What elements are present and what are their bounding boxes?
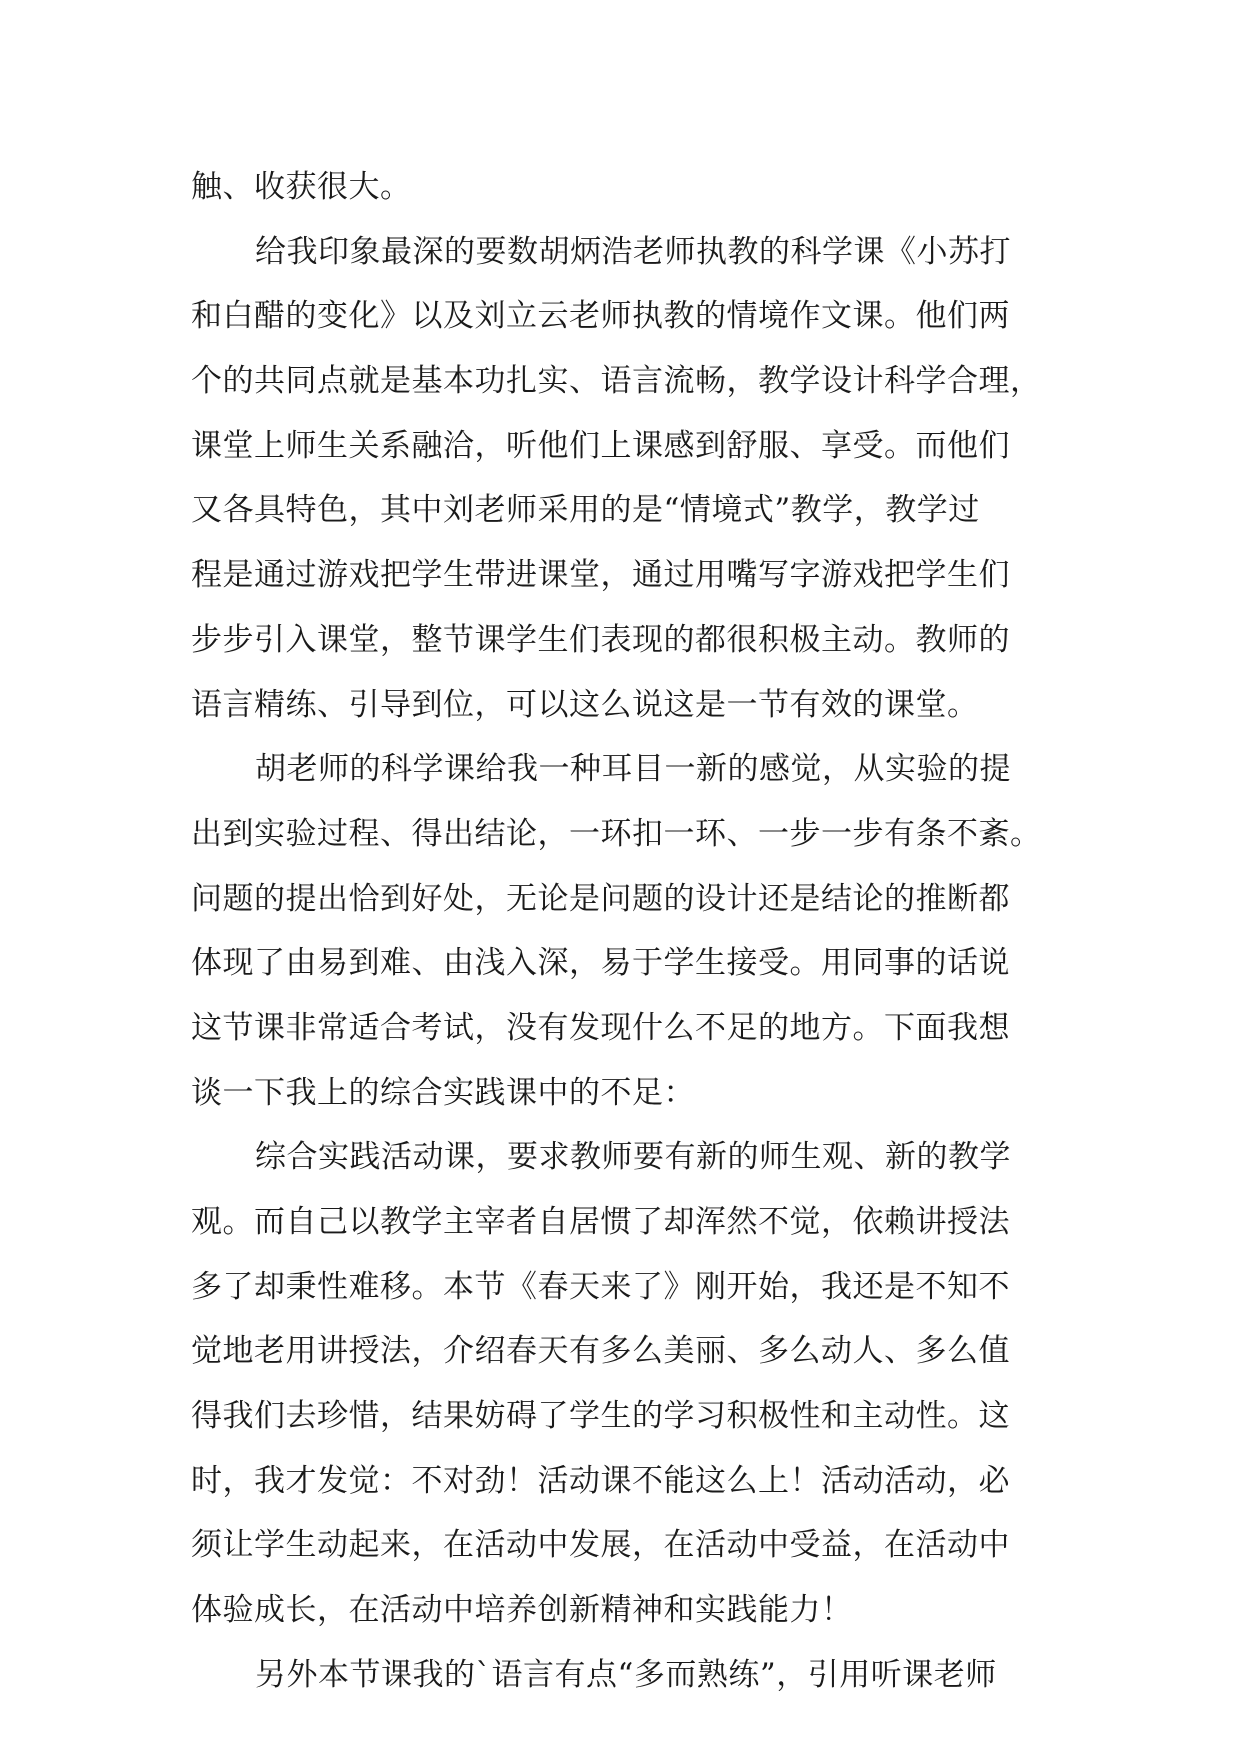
- text-line: 语言精练、引导到位，可以这么说这是一节有效的课堂。: [191, 686, 979, 723]
- text-line: 给我印象最深的要数胡炳浩老师执教的科学课《小苏打: [255, 233, 1011, 270]
- text-line: 个的共同点就是基本功扎实、语言流畅，教学设计科学合理，: [191, 363, 1042, 400]
- text-line: 课堂上师生关系融洽，听他们上课感到舒服、享受。而他们: [191, 427, 1010, 464]
- text-line: 得我们去珍惜，结果妨碍了学生的学习积极性和主动性。这: [191, 1398, 1010, 1435]
- text-line: 程是通过游戏把学生带进课堂，通过用嘴写字游戏把学生们: [191, 557, 1010, 594]
- text-line: 觉地老用讲授法，介绍春天有多么美丽、多么动人、多么值: [191, 1333, 1010, 1370]
- text-line: 体验成长，在活动中培养创新精神和实践能力！: [191, 1592, 853, 1629]
- text-line: 须让学生动起来，在活动中发展，在活动中受益，在活动中: [191, 1527, 1010, 1564]
- text-line: 多了却秉性难移。本节《春天来了》刚开始，我还是不知不: [191, 1268, 1010, 1305]
- text-line: 触、收获很大。: [191, 169, 412, 205]
- text-line: 问题的提出恰到好处，无论是问题的设计还是结论的推断都: [191, 880, 1010, 917]
- text-line: 这节课非常适合考试，没有发现什么不足的地方。下面我想: [191, 1009, 1010, 1046]
- text-line: 时，我才发觉：不对劲！活动课不能这么上！活动活动，必: [191, 1462, 1010, 1499]
- text-line: 胡老师的科学课给我一种耳目一新的感觉，从实验的提: [255, 751, 1011, 788]
- text-line: 观。而自己以教学主宰者自居惯了却浑然不觉，依赖讲授法: [191, 1204, 1010, 1240]
- text-line: 出到实验过程、得出结论，一环扣一环、一步一步有条不紊。: [191, 815, 1042, 852]
- text-line: 又各具特色，其中刘老师采用的是“情境式”教学，教学过: [191, 492, 980, 529]
- text-line: 和白醋的变化》以及刘立云老师执教的情境作文课。他们两: [191, 298, 1010, 335]
- text-line: 谈一下我上的综合实践课中的不足：: [191, 1074, 695, 1111]
- text-line: 综合实践活动课，要求教师要有新的师生观、新的教学: [255, 1139, 1011, 1176]
- document-body: [191, 155, 1051, 1708]
- text-line: 体现了由易到难、由浅入深，易于学生接受。用同事的话说: [191, 945, 1010, 982]
- text-line: 另外本节课我的`语言有点“多而熟练”，引用听课老师: [255, 1656, 997, 1693]
- text-line: 步步引入课堂，整节课学生们表现的都很积极主动。教师的: [191, 621, 1010, 658]
